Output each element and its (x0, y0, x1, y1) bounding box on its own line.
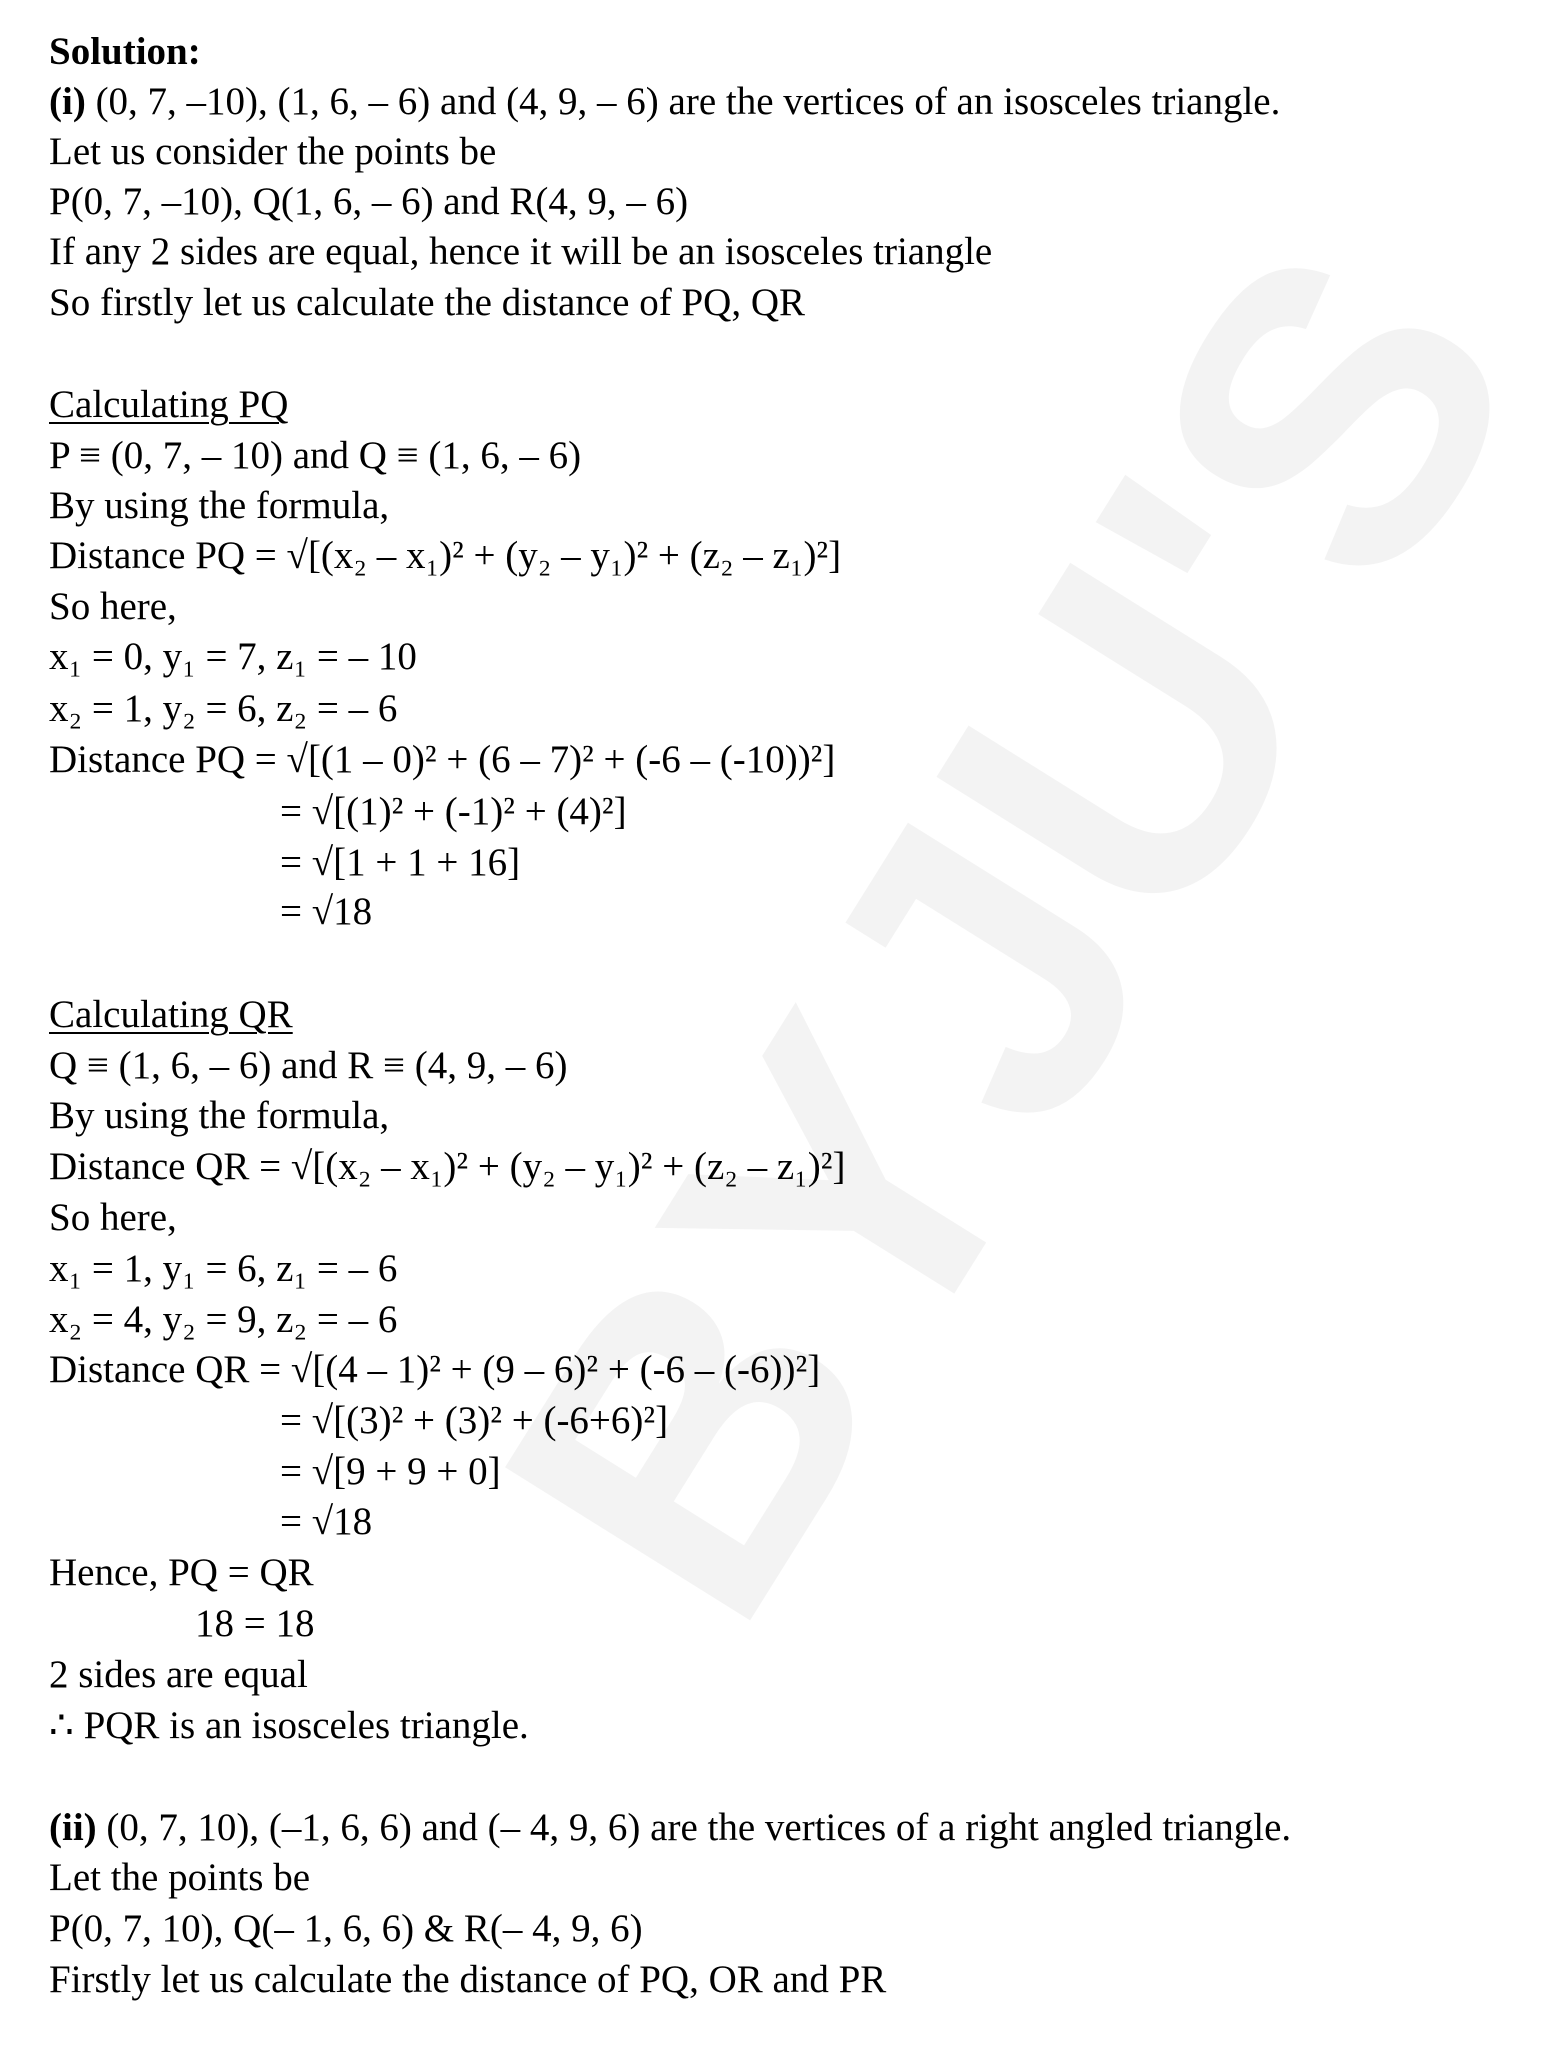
conclusion-line-2: 18 = 18 (195, 1602, 315, 1645)
qr-calc-3: = √[9 + 9 + 0] (280, 1450, 501, 1493)
part1-intro-line: So firstly let us calculate the distance of PQ, QR (49, 281, 806, 324)
pq-formula-intro: By using the formula, (49, 484, 390, 527)
part2-label: (ii) (49, 1806, 97, 1849)
part2-statement (49, 1808, 1291, 1847)
part2-intro-line: Let the points be (49, 1856, 311, 1899)
part1-intro-line: P(0, 7, –10), Q(1, 6, – 6) and R(4, 9, – 6) (49, 180, 689, 223)
qr-values-2: x₂ = 4, y₂ = 9, z₂ = – 6 (49, 1298, 398, 1341)
qr-calc-1: Distance QR = √[(4 – 1)² + (9 – 6)² + (-6 – (-6))²] (49, 1348, 821, 1391)
qr-points: Q ≡ (1, 6, – 6) and R ≡ (4, 9, – 6) (49, 1044, 568, 1087)
qr-formula: Distance QR = √[(x₂ – x₁)² + (y₂ – y₁)² + (z₂ – z₁)²] (49, 1145, 846, 1188)
qr-section-heading: Calculating QR (49, 993, 293, 1036)
pq-formula: Distance PQ = √[(x₂ – x₁)² + (y₂ – y₁)² + (z₂ – z₁)²] (49, 534, 842, 577)
qr-so-here: So here, (49, 1196, 177, 1239)
solution-heading: Solution: (49, 30, 201, 73)
part2-intro-line: P(0, 7, 10), Q(– 1, 6, 6) & R(– 4, 9, 6) (49, 1907, 643, 1950)
part1-intro-line: Let us consider the points be (49, 130, 497, 173)
part1-label: (i) (49, 80, 86, 123)
part2-statement-text: (0, 7, 10), (–1, 6, 6) and (– 4, 9, 6) are the vertices of a right angled triangle. (106, 1806, 1292, 1849)
pq-section-heading: Calculating PQ (49, 383, 289, 426)
part1-statement (49, 82, 1280, 121)
qr-calc-2: = √[(3)² + (3)² + (-6+6)²] (280, 1399, 669, 1442)
part1-statement-text: (0, 7, –10), (1, 6, – 6) and (4, 9, – 6) are the vertices of an isosceles triangle. (95, 80, 1281, 123)
conclusion-line-4: ∴ PQR is an isosceles triangle. (49, 1704, 529, 1747)
conclusion-line-3: 2 sides are equal (49, 1653, 308, 1696)
watermark (408, 167, 1560, 1695)
pq-values-1: x₁ = 0, y₁ = 7, z₁ = – 10 (49, 635, 417, 678)
pq-calc-2: = √[(1)² + (-1)² + (4)²] (280, 790, 627, 833)
pq-so-here: So here, (49, 585, 177, 628)
pq-calc-1: Distance PQ = √[(1 – 0)² + (6 – 7)² + (-6 – (-10))²] (49, 738, 836, 781)
pq-calc-4: = √18 (280, 890, 373, 933)
pq-calc-3: = √[1 + 1 + 16] (280, 841, 521, 884)
pq-values-2: x₂ = 1, y₂ = 6, z₂ = – 6 (49, 687, 398, 730)
qr-formula-intro: By using the formula, (49, 1094, 390, 1137)
part2-intro-line: Firstly let us calculate the distance of PQ, OR and PR (49, 1958, 887, 2001)
pq-points: P ≡ (0, 7, – 10) and Q ≡ (1, 6, – 6) (49, 434, 582, 477)
qr-values-1: x₁ = 1, y₁ = 6, z₁ = – 6 (49, 1247, 398, 1290)
conclusion-line-1: Hence, PQ = QR (49, 1551, 314, 1594)
qr-calc-4: = √18 (280, 1500, 373, 1543)
part1-intro-line: If any 2 sides are equal, hence it will be an isosceles triangle (49, 230, 993, 273)
